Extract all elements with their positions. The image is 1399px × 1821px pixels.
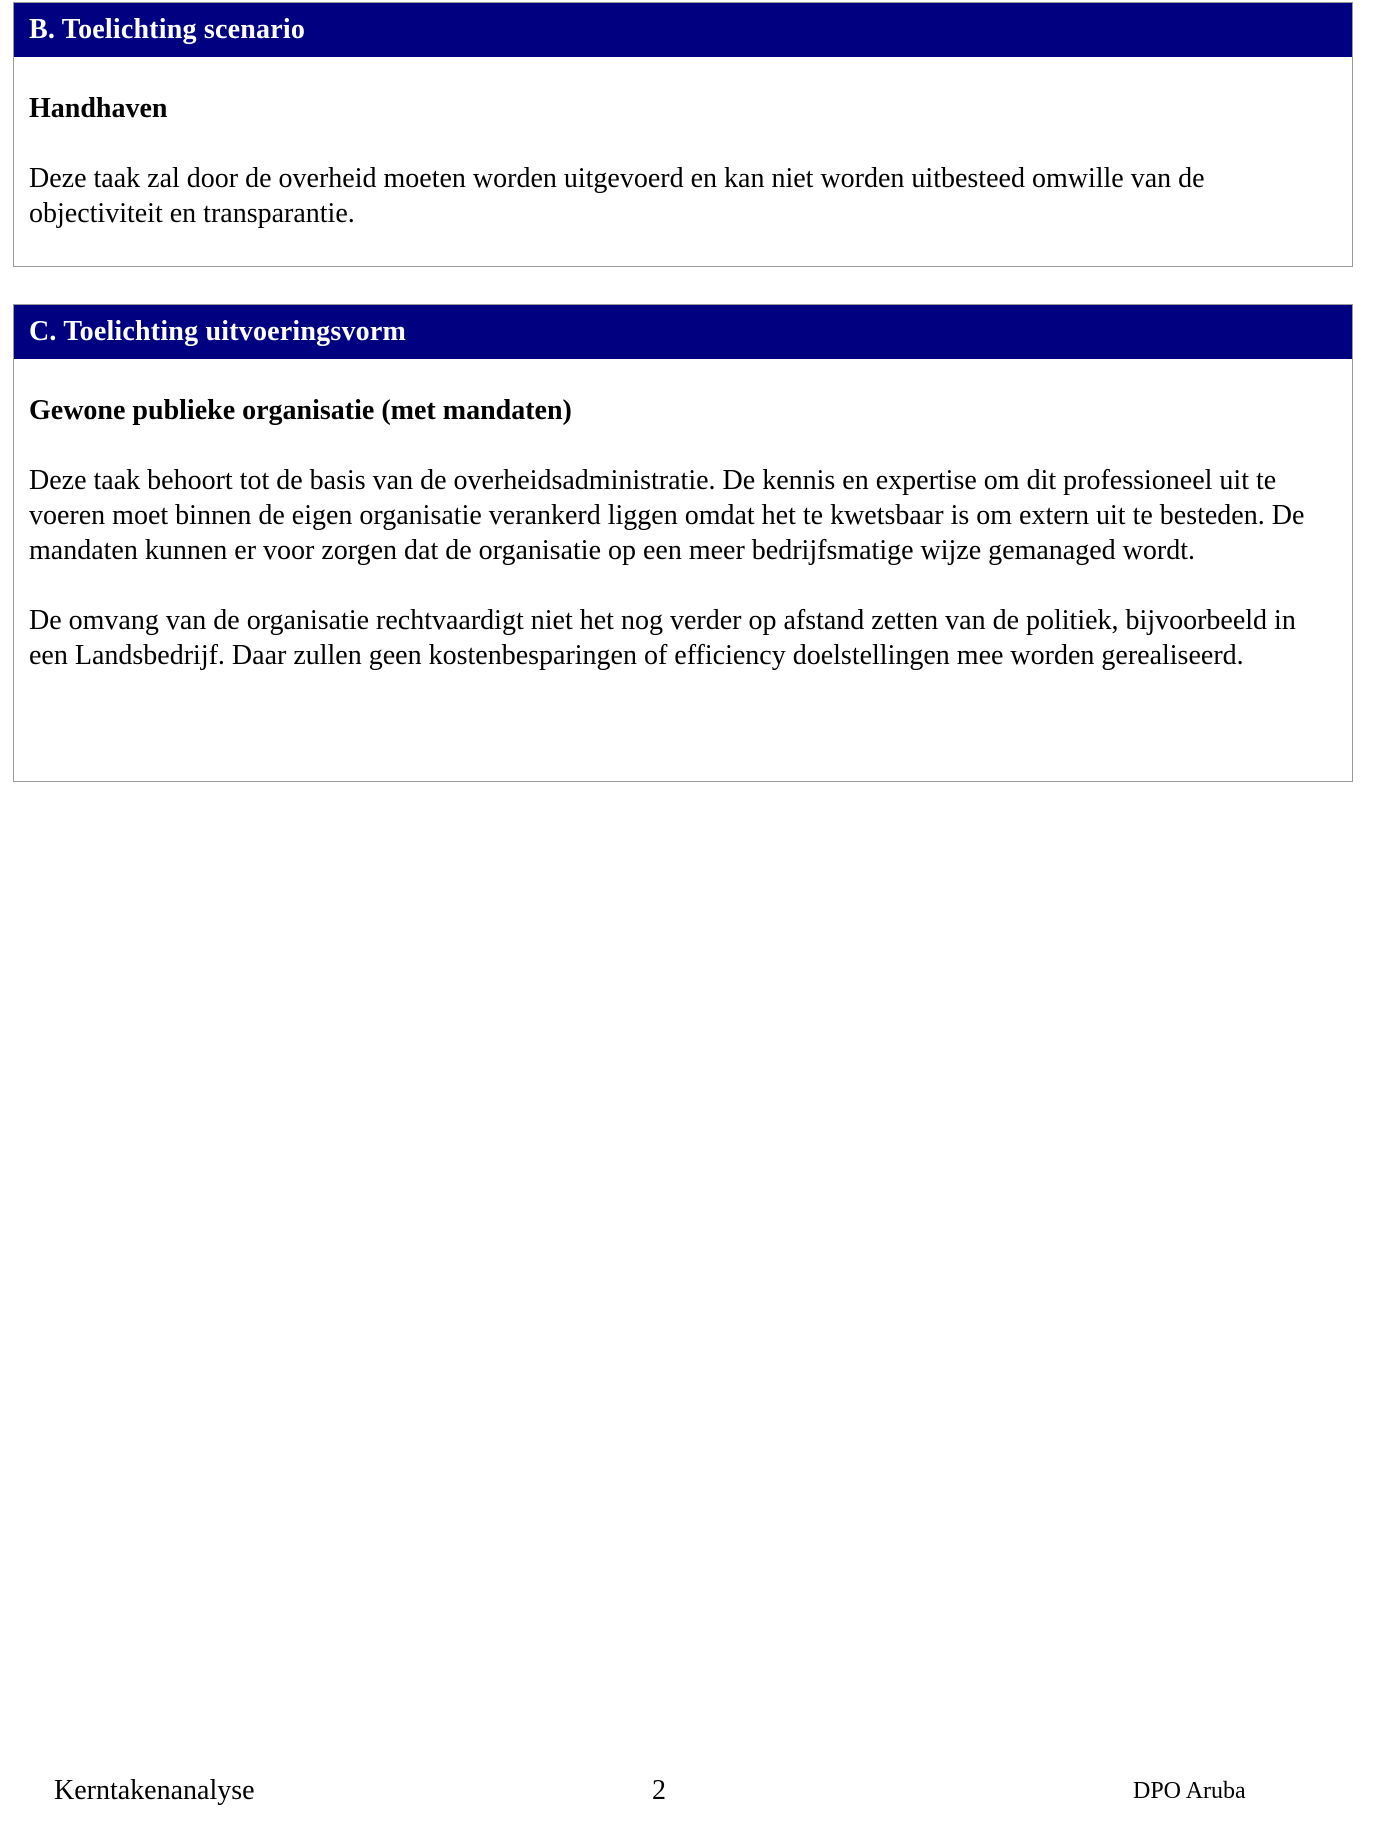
section-paragraph: Deze taak behoort tot de basis van de overheidsadministratie. De kennis en expertise om dit professioneel uit te voeren moet binnen de eigen organisatie verankerd liggen omdat het te kwetsbaar is om extern uit te besteden. De mandaten kunnen er voor zorgen dat de organisatie op een meer bedrijfsmatige wijze gemanaged wordt. [29,465,1305,566]
section-paragraph: Deze taak zal door de overheid moeten worden uitgevoerd en kan niet worden uitbesteed omwille van de objectiviteit en transparantie. [29,163,1205,229]
section-toelichting-scenario [13,2,1353,267]
section-header: C. Toelichting uitvoeringsvorm [14,305,1352,359]
section-toelichting-uitvoeringsvorm [13,304,1353,782]
section-subheading: Gewone publieke organisatie (met mandaten) [29,395,572,426]
footer-organization: DPO Aruba [1133,1778,1246,1804]
section-body [14,359,1352,673]
section-body [14,57,1352,231]
footer-page-number: 2 [652,1775,666,1806]
section-header: B. Toelichting scenario [14,3,1352,57]
section-subheading: Handhaven [29,93,168,124]
page-footer [0,1775,1399,1815]
footer-document-title: Kerntakenanalyse [54,1775,255,1806]
section-paragraph: De omvang van de organisatie rechtvaardigt niet het nog verder op afstand zetten van de politiek, bijvoorbeeld in een Landsbedrijf. Daar zullen geen kostenbesparingen of efficiency doelstellingen mee worden gerealiseerd. [29,605,1296,671]
